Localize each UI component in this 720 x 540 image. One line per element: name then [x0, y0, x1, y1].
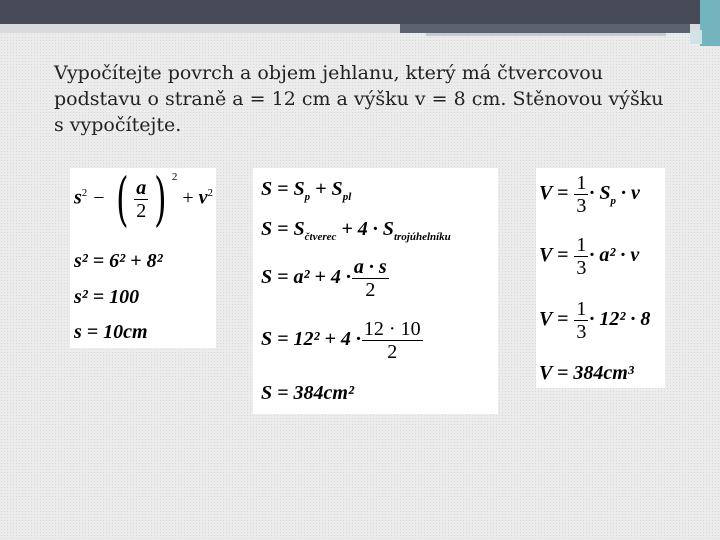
top-banner-corner-light [690, 30, 702, 44]
formula-text: V = [539, 182, 569, 205]
fraction-numerator: 12 · 10 [363, 318, 421, 340]
formula-subscript: p [304, 191, 311, 203]
formula-text: S = a² + 4 · [261, 266, 351, 289]
slant-height-step-2: s² = 100 [74, 286, 140, 308]
formula-text: S = S [261, 218, 305, 240]
fraction-numerator: 1 [576, 298, 587, 320]
formula-operator: + [182, 186, 194, 209]
formula-exponent: 2 [207, 186, 214, 199]
surface-area-panel [253, 168, 498, 414]
formula-subscript: trojúhelníku [393, 231, 451, 243]
fraction-numerator: 1 [576, 172, 587, 194]
formula-fraction [362, 318, 423, 363]
slant-height-result: s = 10cm [74, 321, 148, 343]
formula-text: + 4 · S [336, 218, 394, 240]
formula-subscript: čtverec [304, 231, 337, 243]
volume-substitution [539, 298, 650, 343]
fraction-denominator: 2 [136, 199, 147, 222]
formula-fraction [352, 256, 389, 301]
fraction-denominator: 3 [576, 321, 587, 343]
fraction-denominator: 2 [387, 341, 398, 363]
formula-exponent: 2 [171, 170, 178, 183]
right-paren: ) [154, 165, 167, 233]
fraction-numerator: a [136, 176, 147, 199]
formula-fraction [574, 298, 588, 343]
problem-text: Vypočítejte povrch a objem jehlanu, který má čtvercovou podstavu o straně a = 12 cm a výšku v = 8 cm. Stěnovou výšku s vypočítejte. [54, 62, 664, 136]
formula-subscript: pl [342, 191, 352, 203]
formula-text: S = 12² + 4 · [261, 328, 361, 351]
surface-result: S = 384cm² [261, 382, 354, 404]
top-banner-accent [400, 24, 690, 33]
formula-text: + S [310, 178, 343, 200]
volume-formula-expanded [539, 234, 639, 279]
fraction-numerator: 1 [576, 234, 587, 256]
slant-height-panel [70, 165, 216, 348]
left-paren: ( [115, 165, 129, 233]
formula-subscript: p [610, 195, 616, 208]
formula-fraction [574, 234, 588, 279]
slant-height-formula [74, 165, 214, 233]
formula-operator: − [93, 186, 105, 209]
formula-fraction [134, 177, 148, 222]
surface-formula-expanded [261, 218, 451, 241]
top-banner [0, 0, 720, 24]
surface-formula [261, 178, 351, 201]
top-banner-corner [700, 0, 720, 46]
formula-text: · v [616, 182, 640, 205]
formula-text: V = [539, 244, 569, 267]
volume-result: V = 384cm³ [539, 362, 634, 384]
volume-formula [539, 172, 640, 217]
fraction-denominator: 3 [576, 257, 587, 279]
surface-substitution-2 [261, 318, 424, 363]
formula-text: · S [589, 182, 611, 205]
formula-text: · a² · v [589, 244, 640, 267]
formula-fraction [574, 172, 588, 217]
formula-text: S = S [261, 178, 305, 200]
fraction-denominator: 3 [576, 195, 587, 217]
slant-height-step-1: s² = 6² + 8² [74, 250, 163, 272]
top-banner-accent-line [426, 33, 666, 36]
fraction-denominator: 2 [365, 279, 376, 301]
formula-exponent: 2 [81, 186, 88, 199]
formula-symbol: s [74, 186, 82, 209]
formula-text: V = [539, 308, 569, 331]
formula-text: · 12² · 8 [589, 308, 651, 331]
surface-substitution-1 [261, 256, 390, 301]
fraction-numerator: a · s [353, 256, 387, 278]
volume-panel [536, 168, 665, 388]
formula-symbol: v [198, 186, 208, 209]
